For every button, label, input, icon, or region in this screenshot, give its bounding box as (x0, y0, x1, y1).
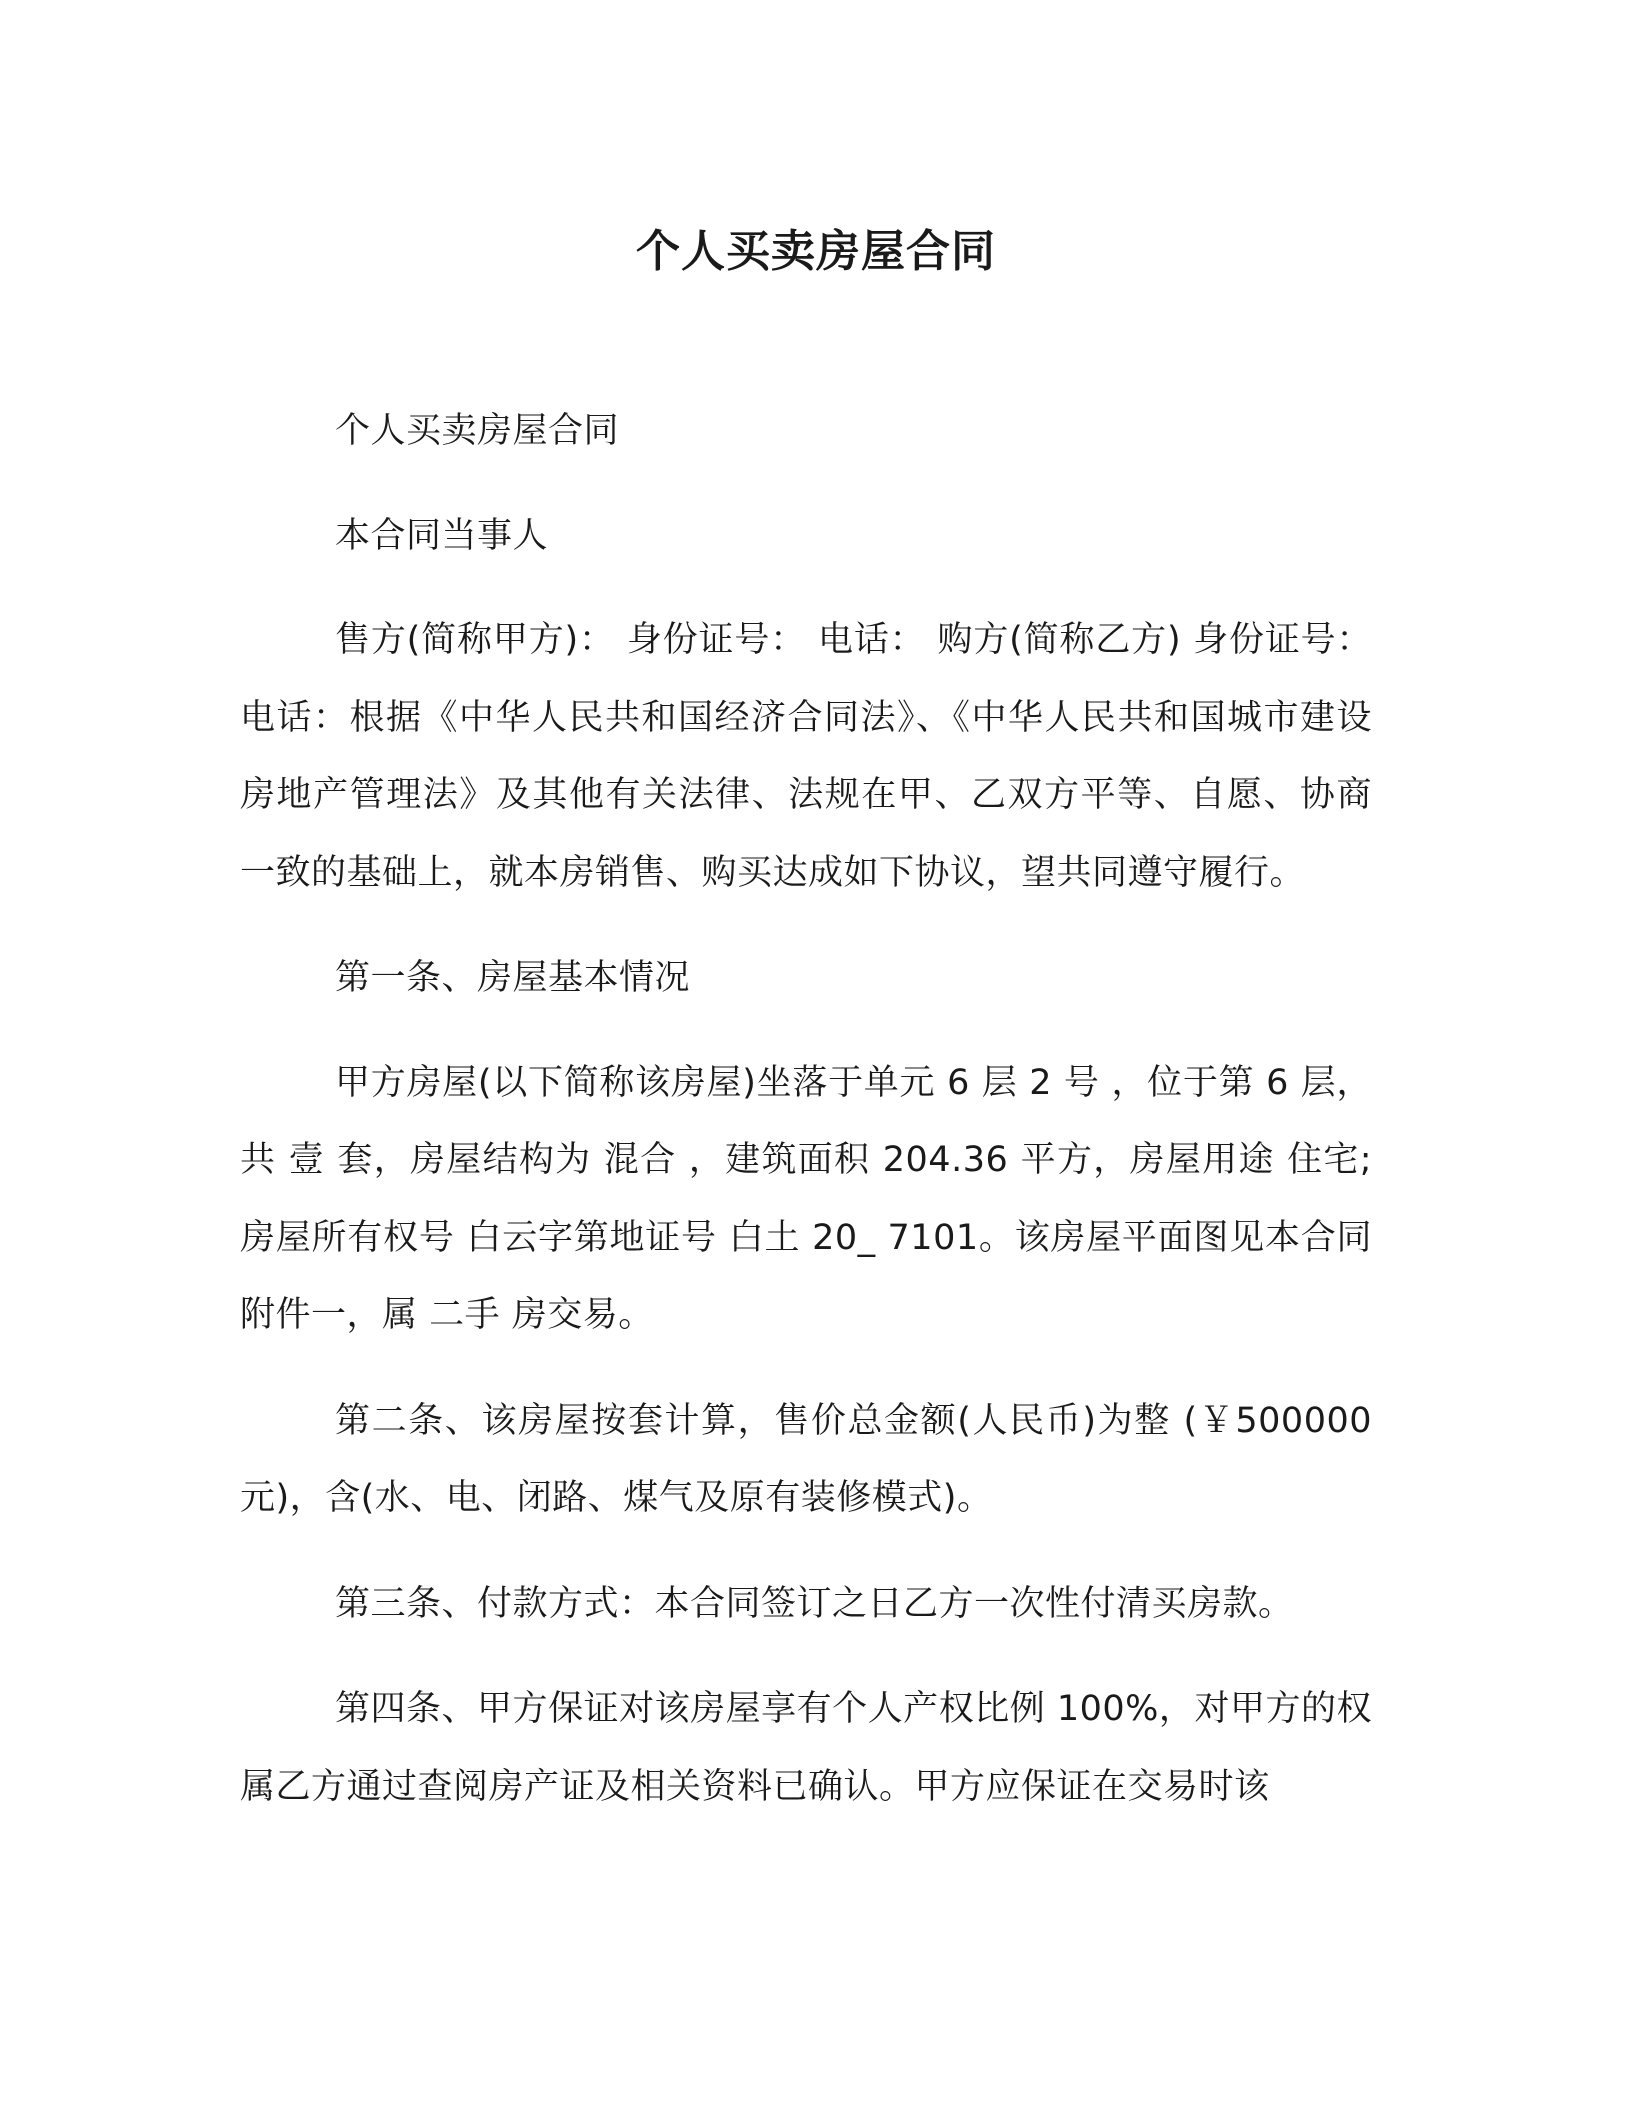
parties-heading: 本合同当事人 (335, 515, 549, 556)
contract-name-line: 个人买卖房屋合同 (335, 411, 620, 451)
article-3-paragraph: 第三条、付款方式：本合同签订之日乙方一次性付清买房款。 (335, 1583, 1294, 1624)
document-title: 个人买卖房屋合同 (636, 226, 996, 277)
article-1-paragraph: 甲方房屋(以下简称该房屋)坐落于单元 6 层 2 号 ，位于第 6 层，共 壹 套，房屋结构为 混合 ，建筑面积 204.36 平方，房屋用途 住宅;房屋所有权号 白云字第地证号 白土 20_ 7101。该房屋平面图见本合同附件一，属 二手 房交易。 (240, 1062, 1372, 1335)
article-1-heading: 第一条、房屋基本情况 (335, 958, 691, 998)
parties-paragraph: 售方(简称甲方)： 身份证号： 电话： 购方(简称乙方) 身份证号：电话：根据《中华人民共和国经济合同法》、《中华人民共和国城市建设房地产管理法》及其他有关法律、法规在甲、乙双方平等、自愿、协商一致的基础上，就本房销售、购买达成如下协议，望共同遵守履行。 (240, 620, 1372, 893)
document-body (240, 393, 1372, 1854)
article-2-paragraph: 第二条、该房屋按套计算，售价总金额(人民币)为整 (￥500000元)，含(水、电、闭路、煤气及原有装修模式)。 (240, 1400, 1372, 1518)
article-4-paragraph: 第四条、甲方保证对该房屋享有个人产权比例 100%，对甲方的权属乙方通过查阅房产证及相关资料已确认。甲方应保证在交易时该 (240, 1689, 1372, 1807)
